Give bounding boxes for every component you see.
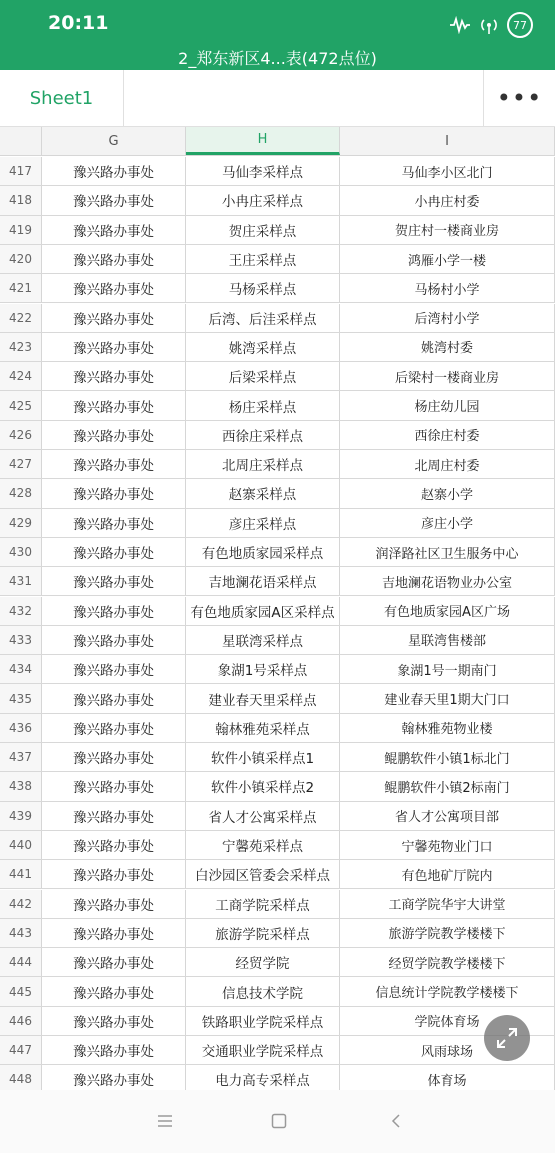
row-number[interactable]: 438 [0,772,42,800]
cell-i[interactable]: 北周庄村委 [340,450,555,478]
cell-h[interactable]: 后梁采样点 [186,362,340,390]
row-number[interactable]: 420 [0,245,42,273]
tab-sheet1[interactable]: Sheet1 [0,70,124,126]
cell-i[interactable]: 经贸学院教学楼楼下 [340,948,555,976]
row-number[interactable]: 435 [0,684,42,712]
hotspot-icon [479,15,499,35]
table-row [0,743,555,772]
cell-h[interactable]: 星联湾采样点 [186,626,340,654]
cell-g[interactable]: 豫兴路办事处 [42,479,186,507]
cell-i[interactable]: 体育场 [340,1065,555,1090]
cell-h[interactable]: 宁馨苑采样点 [186,831,340,859]
table-row [0,655,555,684]
table-row [0,1065,555,1090]
cell-i[interactable]: 西徐庄村委 [340,421,555,449]
corner-cell[interactable] [0,127,42,155]
cell-i[interactable]: 后梁村一楼商业房 [340,362,555,390]
cell-g[interactable]: 豫兴路办事处 [42,655,186,683]
cell-h[interactable]: 铁路职业学院采样点 [186,1007,340,1035]
cell-h[interactable]: 北周庄采样点 [186,450,340,478]
cell-h[interactable]: 经贸学院 [186,948,340,976]
row-number[interactable]: 444 [0,948,42,976]
cell-i[interactable]: 姚湾村委 [340,333,555,361]
cell-i[interactable]: 贺庄村一楼商业房 [340,216,555,244]
cell-i[interactable]: 小冉庄村委 [340,186,555,214]
cell-i[interactable]: 杨庄幼儿园 [340,391,555,419]
row-number[interactable]: 441 [0,860,42,888]
table-row [0,216,555,245]
cell-g[interactable]: 豫兴路办事处 [42,860,186,888]
home-square-icon [271,1113,287,1129]
cell-h[interactable]: 后湾、后洼采样点 [186,304,340,332]
row-number[interactable]: 448 [0,1065,42,1090]
cell-g[interactable]: 豫兴路办事处 [42,948,186,976]
cell-h[interactable]: 旅游学院采样点 [186,919,340,947]
table-row [0,391,555,420]
row-number[interactable]: 432 [0,597,42,625]
cell-g[interactable]: 豫兴路办事处 [42,714,186,742]
table-row [0,304,555,333]
cell-h[interactable]: 赵寨采样点 [186,479,340,507]
sheet-bar [0,70,555,127]
cell-h[interactable]: 工商学院采样点 [186,890,340,918]
table-row [0,684,555,713]
row-number[interactable]: 443 [0,919,42,947]
cell-g[interactable]: 豫兴路办事处 [42,333,186,361]
cell-i[interactable]: 马仙李小区北门 [340,157,555,185]
table-row [0,626,555,655]
cell-i[interactable]: 润泽路社区卫生服务中心 [340,538,555,566]
table-row [0,831,555,860]
home-nav-button[interactable] [264,1108,294,1134]
cell-h[interactable]: 建业春天里采样点 [186,684,340,712]
cell-h[interactable]: 贺庄采样点 [186,216,340,244]
row-number[interactable]: 442 [0,890,42,918]
cell-g[interactable]: 豫兴路办事处 [42,216,186,244]
cell-i[interactable]: 鲲鹏软件小镇1标北门 [340,743,555,771]
cell-i[interactable]: 后湾村小学 [340,304,555,332]
cell-h[interactable]: 吉地澜花语采样点 [186,567,340,595]
cell-g[interactable]: 豫兴路办事处 [42,802,186,830]
row-number[interactable]: 424 [0,362,42,390]
row-number[interactable]: 439 [0,802,42,830]
menu-nav-button[interactable] [150,1108,180,1134]
cell-i[interactable]: 宁馨苑物业门口 [340,831,555,859]
cell-g[interactable]: 豫兴路办事处 [42,831,186,859]
expand-icon [495,1026,519,1050]
cell-i[interactable]: 鸿雁小学一楼 [340,245,555,273]
cell-i[interactable]: 象湖1号一期南门 [340,655,555,683]
back-chevron-icon [390,1113,402,1129]
cell-h[interactable]: 翰林雅苑采样点 [186,714,340,742]
cell-h[interactable]: 象湖1号采样点 [186,655,340,683]
column-header-g[interactable]: G [42,127,186,155]
row-number[interactable]: 431 [0,567,42,595]
row-number[interactable]: 428 [0,479,42,507]
table-row [0,567,555,596]
table-row [0,802,555,831]
row-number[interactable]: 418 [0,186,42,214]
row-number[interactable]: 427 [0,450,42,478]
cell-i[interactable]: 工商学院华宇大讲堂 [340,890,555,918]
spreadsheet-grid[interactable] [0,157,555,1090]
table-row [0,1007,555,1036]
voice-wave-icon [449,16,471,34]
cell-g[interactable]: 豫兴路办事处 [42,304,186,332]
cell-i[interactable]: 吉地澜花语物业办公室 [340,567,555,595]
cell-g[interactable]: 豫兴路办事处 [42,597,186,625]
table-row [0,538,555,567]
table-row [0,450,555,479]
table-row [0,186,555,215]
cell-g[interactable]: 豫兴路办事处 [42,157,186,185]
cell-h[interactable]: 软件小镇采样点2 [186,772,340,800]
cell-i[interactable]: 翰林雅苑物业楼 [340,714,555,742]
cell-g[interactable]: 豫兴路办事处 [42,684,186,712]
cell-h[interactable]: 有色地质家园A区采样点 [186,597,340,625]
cell-g[interactable]: 豫兴路办事处 [42,245,186,273]
row-number[interactable]: 421 [0,274,42,302]
cell-g[interactable]: 豫兴路办事处 [42,890,186,918]
row-number[interactable]: 422 [0,304,42,332]
cell-g[interactable]: 豫兴路办事处 [42,1007,186,1035]
column-header-row [0,127,555,156]
system-nav-bar [0,1090,555,1153]
row-number[interactable]: 425 [0,391,42,419]
row-number[interactable]: 440 [0,831,42,859]
cell-h[interactable]: 西徐庄采样点 [186,421,340,449]
row-number[interactable]: 429 [0,509,42,537]
file-title[interactable]: 2_郑东新区4...表(472点位) [178,49,377,68]
cell-h[interactable]: 电力高专采样点 [186,1065,340,1090]
cell-h[interactable]: 彦庄采样点 [186,509,340,537]
table-row [0,860,555,889]
table-row [0,333,555,362]
row-number[interactable]: 445 [0,977,42,1005]
cell-g[interactable]: 豫兴路办事处 [42,626,186,654]
menu-icon [157,1114,173,1128]
table-row [0,421,555,450]
row-number[interactable]: 423 [0,333,42,361]
cell-g[interactable]: 豫兴路办事处 [42,567,186,595]
row-number[interactable]: 417 [0,157,42,185]
cell-h[interactable]: 交通职业学院采样点 [186,1036,340,1064]
table-row [0,509,555,538]
cell-g[interactable]: 豫兴路办事处 [42,421,186,449]
more-options-icon[interactable]: ••• [483,70,555,126]
fullscreen-expand-button[interactable] [484,1015,530,1061]
cell-i[interactable]: 风雨球场 [340,1036,555,1064]
row-number[interactable]: 446 [0,1007,42,1035]
cell-h[interactable]: 有色地质家园采样点 [186,538,340,566]
back-nav-button[interactable] [381,1108,411,1134]
cell-h[interactable]: 马杨采样点 [186,274,340,302]
cell-g[interactable]: 豫兴路办事处 [42,1065,186,1090]
column-header-i[interactable]: I [340,127,555,155]
cell-h[interactable]: 小冉庄采样点 [186,186,340,214]
status-icons [449,10,533,40]
row-number[interactable]: 437 [0,743,42,771]
cell-i[interactable]: 马杨村小学 [340,274,555,302]
cell-g[interactable]: 豫兴路办事处 [42,772,186,800]
table-row [0,597,555,626]
column-header-h[interactable]: H [186,127,340,155]
cell-g[interactable]: 豫兴路办事处 [42,450,186,478]
row-number[interactable]: 419 [0,216,42,244]
table-row [0,977,555,1006]
cell-i[interactable]: 建业春天里1期大门口 [340,684,555,712]
row-number[interactable]: 434 [0,655,42,683]
table-row [0,479,555,508]
cell-g[interactable]: 豫兴路办事处 [42,391,186,419]
table-row [0,245,555,274]
table-row [0,714,555,743]
row-number[interactable]: 430 [0,538,42,566]
battery-icon: 77 [507,12,533,38]
table-row [0,157,555,186]
table-row [0,948,555,977]
cell-i[interactable]: 省人才公寓项目部 [340,802,555,830]
cell-i[interactable]: 有色地矿厅院内 [340,860,555,888]
cell-h[interactable]: 姚湾采样点 [186,333,340,361]
cell-h[interactable]: 白沙园区管委会采样点 [186,860,340,888]
cell-i[interactable]: 鲲鹏软件小镇2标南门 [340,772,555,800]
cell-i[interactable]: 彦庄小学 [340,509,555,537]
cell-g[interactable]: 豫兴路办事处 [42,509,186,537]
cell-g[interactable]: 豫兴路办事处 [42,274,186,302]
cell-g[interactable]: 豫兴路办事处 [42,977,186,1005]
cell-i[interactable]: 赵寨小学 [340,479,555,507]
cell-i[interactable]: 学院体育场 [340,1007,555,1035]
table-row [0,890,555,919]
cell-h[interactable]: 杨庄采样点 [186,391,340,419]
app-header [0,0,555,70]
cell-h[interactable]: 王庄采样点 [186,245,340,273]
cell-g[interactable]: 豫兴路办事处 [42,1036,186,1064]
cell-h[interactable]: 马仙李采样点 [186,157,340,185]
cell-h[interactable]: 省人才公寓采样点 [186,802,340,830]
cell-i[interactable]: 星联湾售楼部 [340,626,555,654]
cell-i[interactable]: 旅游学院教学楼楼下 [340,919,555,947]
cell-i[interactable]: 信息统计学院教学楼楼下 [340,977,555,1005]
cell-g[interactable]: 豫兴路办事处 [42,186,186,214]
status-time: 20:11 [48,12,109,34]
cell-g[interactable]: 豫兴路办事处 [42,538,186,566]
table-row [0,274,555,303]
row-number[interactable]: 447 [0,1036,42,1064]
cell-h[interactable]: 信息技术学院 [186,977,340,1005]
cell-i[interactable]: 有色地质家园A区广场 [340,597,555,625]
table-row [0,772,555,801]
row-number[interactable]: 433 [0,626,42,654]
cell-h[interactable]: 软件小镇采样点1 [186,743,340,771]
table-row [0,1036,555,1065]
table-row [0,362,555,391]
table-row [0,919,555,948]
row-number[interactable]: 436 [0,714,42,742]
cell-g[interactable]: 豫兴路办事处 [42,362,186,390]
cell-g[interactable]: 豫兴路办事处 [42,743,186,771]
row-number[interactable]: 426 [0,421,42,449]
cell-g[interactable]: 豫兴路办事处 [42,919,186,947]
